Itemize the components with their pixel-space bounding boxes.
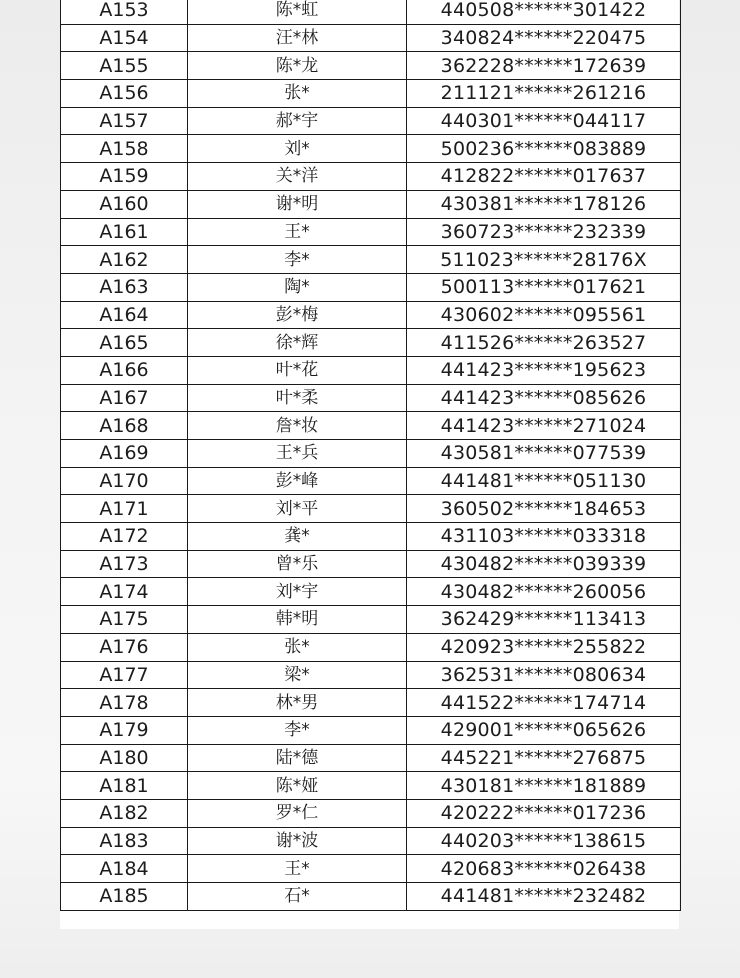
row-number-cell: 420222******017236 bbox=[407, 799, 681, 827]
row-id-cell: A184 bbox=[61, 855, 188, 883]
row-name-cell: 陈*娅 bbox=[188, 772, 407, 800]
row-name-cell: 林*男 bbox=[188, 689, 407, 717]
row-number-cell: 420683******026438 bbox=[407, 855, 681, 883]
row-number-cell: 430181******181889 bbox=[407, 772, 681, 800]
table-row bbox=[61, 329, 681, 357]
table-row bbox=[61, 661, 681, 689]
row-name-cell: 王* bbox=[188, 855, 407, 883]
row-id-cell: A157 bbox=[61, 107, 188, 135]
row-id-cell: A180 bbox=[61, 744, 188, 772]
row-id-cell: A167 bbox=[61, 384, 188, 412]
row-name-cell: 李* bbox=[188, 716, 407, 744]
row-number-cell: 360502******184653 bbox=[407, 495, 681, 523]
row-id-cell: A178 bbox=[61, 689, 188, 717]
table-row bbox=[61, 523, 681, 551]
row-id-cell: A181 bbox=[61, 772, 188, 800]
row-id-cell: A176 bbox=[61, 633, 188, 661]
row-name-cell: 曾*乐 bbox=[188, 550, 407, 578]
row-name-cell: 叶*花 bbox=[188, 356, 407, 384]
table-row bbox=[61, 495, 681, 523]
row-name-cell: 张* bbox=[188, 80, 407, 108]
table-row bbox=[61, 772, 681, 800]
row-name-cell: 刘*平 bbox=[188, 495, 407, 523]
row-number-cell: 441522******174714 bbox=[407, 689, 681, 717]
row-number-cell: 440301******044117 bbox=[407, 107, 681, 135]
row-name-cell: 陆*德 bbox=[188, 744, 407, 772]
row-number-cell: 340824******220475 bbox=[407, 24, 681, 52]
row-id-cell: A160 bbox=[61, 190, 188, 218]
row-name-cell: 梁* bbox=[188, 661, 407, 689]
row-number-cell: 362531******080634 bbox=[407, 661, 681, 689]
row-name-cell: 刘*宇 bbox=[188, 578, 407, 606]
row-id-cell: A182 bbox=[61, 799, 188, 827]
row-id-cell: A164 bbox=[61, 301, 188, 329]
table-row bbox=[61, 52, 681, 80]
row-number-cell: 362429******113413 bbox=[407, 606, 681, 634]
row-number-cell: 411526******263527 bbox=[407, 329, 681, 357]
table-row bbox=[61, 799, 681, 827]
record-table bbox=[60, 0, 681, 911]
table-row bbox=[61, 384, 681, 412]
row-name-cell: 陈*虹 bbox=[188, 0, 407, 24]
row-id-cell: A166 bbox=[61, 356, 188, 384]
row-name-cell: 王*兵 bbox=[188, 440, 407, 468]
table-row bbox=[61, 301, 681, 329]
row-number-cell: 445221******276875 bbox=[407, 744, 681, 772]
table-row bbox=[61, 0, 681, 24]
table-row bbox=[61, 218, 681, 246]
row-name-cell: 韩*明 bbox=[188, 606, 407, 634]
table-row bbox=[61, 689, 681, 717]
row-name-cell: 郝*宇 bbox=[188, 107, 407, 135]
table-row bbox=[61, 412, 681, 440]
table-row bbox=[61, 633, 681, 661]
row-name-cell: 谢*波 bbox=[188, 827, 407, 855]
table-row bbox=[61, 107, 681, 135]
row-id-cell: A159 bbox=[61, 163, 188, 191]
row-number-cell: 430581******077539 bbox=[407, 440, 681, 468]
row-number-cell: 441481******051130 bbox=[407, 467, 681, 495]
table-row bbox=[61, 24, 681, 52]
row-name-cell: 张* bbox=[188, 633, 407, 661]
row-number-cell: 362228******172639 bbox=[407, 52, 681, 80]
row-name-cell: 王* bbox=[188, 218, 407, 246]
row-name-cell: 石* bbox=[188, 883, 407, 911]
row-number-cell: 441481******232482 bbox=[407, 883, 681, 911]
row-id-cell: A155 bbox=[61, 52, 188, 80]
row-id-cell: A179 bbox=[61, 716, 188, 744]
table-row bbox=[61, 246, 681, 274]
table-row bbox=[61, 827, 681, 855]
table-row bbox=[61, 356, 681, 384]
table-row bbox=[61, 163, 681, 191]
row-id-cell: A173 bbox=[61, 550, 188, 578]
table-row bbox=[61, 135, 681, 163]
row-id-cell: A163 bbox=[61, 273, 188, 301]
row-id-cell: A174 bbox=[61, 578, 188, 606]
row-id-cell: A172 bbox=[61, 523, 188, 551]
row-id-cell: A158 bbox=[61, 135, 188, 163]
table-row bbox=[61, 578, 681, 606]
row-number-cell: 360723******232339 bbox=[407, 218, 681, 246]
row-id-cell: A171 bbox=[61, 495, 188, 523]
row-name-cell: 陈*龙 bbox=[188, 52, 407, 80]
row-name-cell: 詹*妆 bbox=[188, 412, 407, 440]
row-number-cell: 431103******033318 bbox=[407, 523, 681, 551]
row-id-cell: A168 bbox=[61, 412, 188, 440]
row-id-cell: A165 bbox=[61, 329, 188, 357]
table-row bbox=[61, 883, 681, 911]
row-name-cell: 谢*明 bbox=[188, 190, 407, 218]
row-id-cell: A154 bbox=[61, 24, 188, 52]
table-row bbox=[61, 716, 681, 744]
row-name-cell: 彭*梅 bbox=[188, 301, 407, 329]
row-id-cell: A161 bbox=[61, 218, 188, 246]
table-row bbox=[61, 190, 681, 218]
row-id-cell: A175 bbox=[61, 606, 188, 634]
row-number-cell: 430602******095561 bbox=[407, 301, 681, 329]
row-id-cell: A156 bbox=[61, 80, 188, 108]
row-number-cell: 500113******017621 bbox=[407, 273, 681, 301]
row-number-cell: 441423******271024 bbox=[407, 412, 681, 440]
record-table-body bbox=[61, 0, 681, 910]
row-name-cell: 龚* bbox=[188, 523, 407, 551]
row-id-cell: A177 bbox=[61, 661, 188, 689]
row-number-cell: 440508******301422 bbox=[407, 0, 681, 24]
row-name-cell: 李* bbox=[188, 246, 407, 274]
table-row bbox=[61, 273, 681, 301]
row-id-cell: A162 bbox=[61, 246, 188, 274]
row-id-cell: A185 bbox=[61, 883, 188, 911]
row-name-cell: 彭*峰 bbox=[188, 467, 407, 495]
row-name-cell: 叶*柔 bbox=[188, 384, 407, 412]
row-name-cell: 汪*林 bbox=[188, 24, 407, 52]
row-number-cell: 430482******039339 bbox=[407, 550, 681, 578]
row-name-cell: 罗*仁 bbox=[188, 799, 407, 827]
table-row bbox=[61, 80, 681, 108]
row-id-cell: A153 bbox=[61, 0, 188, 24]
row-name-cell: 陶* bbox=[188, 273, 407, 301]
row-number-cell: 412822******017637 bbox=[407, 163, 681, 191]
row-number-cell: 511023******28176X bbox=[407, 246, 681, 274]
table-row bbox=[61, 467, 681, 495]
row-name-cell: 刘* bbox=[188, 135, 407, 163]
row-number-cell: 211121******261216 bbox=[407, 80, 681, 108]
row-number-cell: 430381******178126 bbox=[407, 190, 681, 218]
row-number-cell: 441423******085626 bbox=[407, 384, 681, 412]
row-name-cell: 关*洋 bbox=[188, 163, 407, 191]
row-id-cell: A170 bbox=[61, 467, 188, 495]
table-row bbox=[61, 606, 681, 634]
table-row bbox=[61, 855, 681, 883]
row-number-cell: 440203******138615 bbox=[407, 827, 681, 855]
row-id-cell: A169 bbox=[61, 440, 188, 468]
row-id-cell: A183 bbox=[61, 827, 188, 855]
row-number-cell: 441423******195623 bbox=[407, 356, 681, 384]
row-number-cell: 429001******065626 bbox=[407, 716, 681, 744]
table-row bbox=[61, 550, 681, 578]
row-name-cell: 徐*辉 bbox=[188, 329, 407, 357]
row-number-cell: 500236******083889 bbox=[407, 135, 681, 163]
row-number-cell: 420923******255822 bbox=[407, 633, 681, 661]
table-row bbox=[61, 744, 681, 772]
row-number-cell: 430482******260056 bbox=[407, 578, 681, 606]
table-row bbox=[61, 440, 681, 468]
